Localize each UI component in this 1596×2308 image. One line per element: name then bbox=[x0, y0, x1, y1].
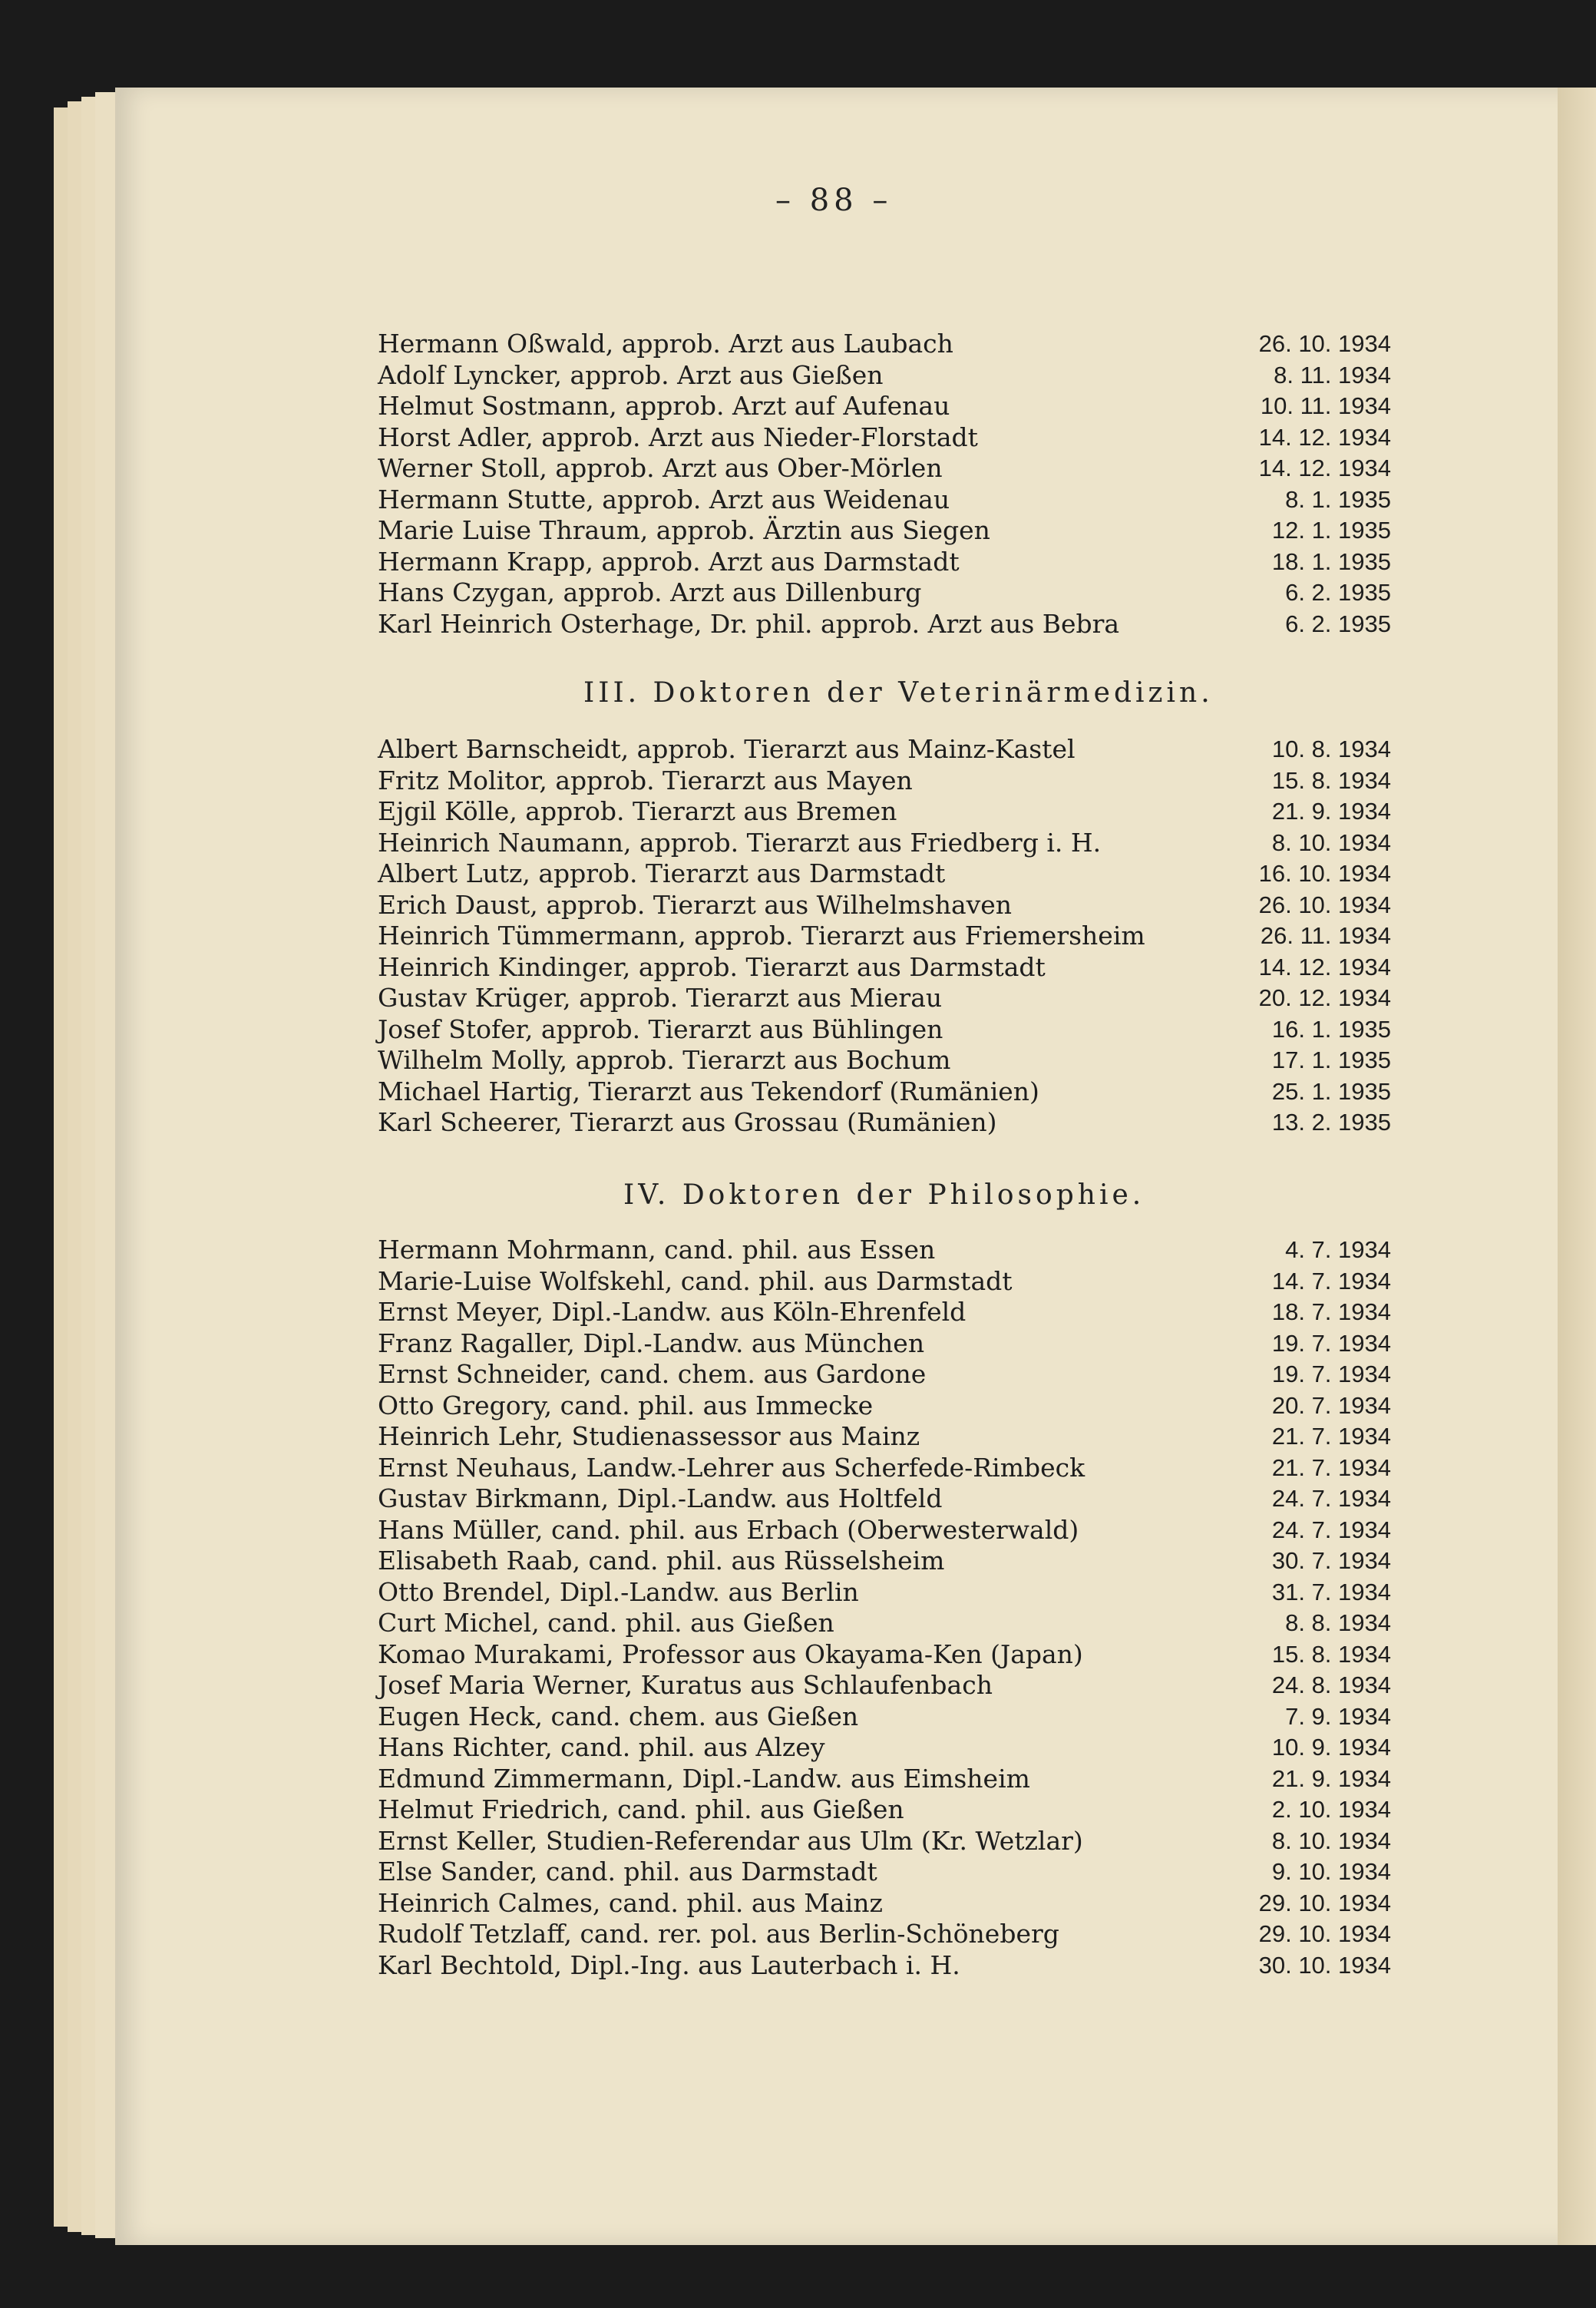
entry-name: Josef Maria Werner, Kuratus aus Schlaufenbach bbox=[378, 1670, 993, 1700]
entry-name: Rudolf Tetzlaff, cand. rer. pol. aus Berlin-Schöneberg bbox=[378, 1919, 1059, 1949]
list-item bbox=[378, 1732, 1391, 1764]
entry-name: Helmut Friedrich, cand. phil. aus Gießen bbox=[378, 1794, 904, 1824]
entry-name: Ernst Keller, Studien-Referendar aus Ulm (Kr. Wetzlar) bbox=[378, 1825, 1083, 1856]
entry-date: 6. 2. 1935 bbox=[1285, 610, 1391, 637]
list-item bbox=[378, 1076, 1391, 1108]
entry-name: Hermann Mohrmann, cand. phil. aus Essen bbox=[378, 1235, 936, 1265]
entry-date: 24. 7. 1934 bbox=[1271, 1485, 1391, 1512]
entry-name: Gustav Birkmann, Dipl.-Landw. aus Holtfeld bbox=[378, 1483, 943, 1513]
entry-name: Erich Daust, approb. Tierarzt aus Wilhelmshaven bbox=[378, 889, 1013, 920]
entry-date: 10. 9. 1934 bbox=[1271, 1734, 1391, 1761]
entry-name: Hans Czygan, approb. Arzt aus Dillenburg bbox=[378, 577, 922, 607]
list-item bbox=[378, 1670, 1391, 1701]
entry-name: Komao Murakami, Professor aus Okayama-Ken (Japan) bbox=[378, 1638, 1083, 1669]
list-item bbox=[378, 1794, 1391, 1826]
list-item bbox=[378, 1328, 1391, 1360]
entry-name: Hermann Oßwald, approb. Arzt aus Laubach bbox=[378, 329, 953, 359]
list-item bbox=[378, 1483, 1391, 1515]
entry-name: Horst Adler, approb. Arzt aus Nieder-Florstadt bbox=[378, 422, 978, 452]
entry-date: 2. 10. 1934 bbox=[1271, 1796, 1391, 1823]
entry-name: Hans Müller, cand. phil. aus Erbach (Oberwesterwald) bbox=[378, 1514, 1079, 1545]
entry-date: 14. 12. 1934 bbox=[1258, 455, 1391, 481]
entry-date: 21. 9. 1934 bbox=[1271, 798, 1391, 825]
entry-name: Otto Brendel, Dipl.-Landw. aus Berlin bbox=[378, 1576, 859, 1607]
list-item bbox=[378, 609, 1391, 640]
list-item bbox=[378, 1421, 1391, 1453]
entry-name: Marie Luise Thraum, approb. Ärztin aus Siegen bbox=[378, 515, 990, 545]
entry-date: 16. 10. 1934 bbox=[1258, 860, 1391, 887]
entry-date: 6. 2. 1935 bbox=[1285, 579, 1391, 606]
entry-date: 21. 7. 1934 bbox=[1271, 1453, 1391, 1481]
entry-name: Albert Lutz, approb. Tierarzt aus Darmstadt bbox=[378, 858, 946, 888]
entry-date: 25. 1. 1935 bbox=[1271, 1077, 1391, 1105]
list-item bbox=[378, 1359, 1391, 1390]
list-item bbox=[378, 391, 1391, 422]
list-item bbox=[378, 1515, 1391, 1546]
entry-name: Hermann Stutte, approb. Arzt aus Weidenau bbox=[378, 484, 950, 514]
entry-date: 17. 1. 1935 bbox=[1271, 1047, 1391, 1073]
list-item bbox=[378, 515, 1391, 547]
entry-date: 14. 12. 1934 bbox=[1258, 423, 1391, 451]
entry-name: Heinrich Kindinger, approb. Tierarzt aus Darmstadt bbox=[378, 951, 1046, 982]
entry-name: Heinrich Naumann, approb. Tierarzt aus Friedberg i. H. bbox=[378, 827, 1102, 858]
list-item bbox=[378, 422, 1391, 454]
entry-date: 21. 7. 1934 bbox=[1271, 1423, 1391, 1450]
entry-name: Ernst Meyer, Dipl.-Landw. aus Köln-Ehrenfeld bbox=[378, 1297, 967, 1327]
list-item bbox=[378, 360, 1391, 392]
entry-name: Fritz Molitor, approb. Tierarzt aus Mayen bbox=[378, 765, 913, 795]
entry-name: Albert Barnscheidt, approb. Tierarzt aus Mainz-Kastel bbox=[378, 734, 1076, 764]
entry-date: 15. 8. 1934 bbox=[1271, 1640, 1391, 1668]
entry-date: 8. 1. 1935 bbox=[1285, 485, 1391, 513]
entry-date: 24. 8. 1934 bbox=[1271, 1671, 1391, 1698]
entry-name: Edmund Zimmermann, Dipl.-Landw. aus Eimsheim bbox=[378, 1763, 1030, 1794]
entry-date: 31. 7. 1934 bbox=[1271, 1578, 1391, 1605]
list-item bbox=[378, 734, 1391, 765]
entry-date: 14. 12. 1934 bbox=[1258, 953, 1391, 980]
list-item bbox=[378, 577, 1391, 609]
entry-name: Otto Gregory, cand. phil. aus Immecke bbox=[378, 1390, 874, 1420]
entry-date: 29. 10. 1934 bbox=[1258, 1920, 1391, 1947]
entry-date: 29. 10. 1934 bbox=[1258, 1889, 1391, 1916]
entry-name: Franz Ragaller, Dipl.-Landw. aus München bbox=[378, 1328, 925, 1358]
list-item bbox=[378, 828, 1391, 859]
entry-name: Ernst Neuhaus, Landw.-Lehrer aus Scherfede-Rimbeck bbox=[378, 1452, 1085, 1483]
list-item bbox=[378, 1764, 1391, 1795]
list-item bbox=[378, 796, 1391, 828]
list-item bbox=[378, 1014, 1391, 1046]
entry-name: Curt Michel, cand. phil. aus Gießen bbox=[378, 1608, 834, 1638]
entry-name: Karl Scheerer, Tierarzt aus Grossau (Rumänien) bbox=[378, 1107, 997, 1137]
entry-date: 10. 8. 1934 bbox=[1271, 736, 1391, 762]
entry-date: 9. 10. 1934 bbox=[1271, 1858, 1391, 1885]
list-item bbox=[378, 1888, 1391, 1919]
entry-date: 12. 1. 1935 bbox=[1271, 517, 1391, 544]
entry-date: 8. 8. 1934 bbox=[1285, 1609, 1391, 1636]
entry-name: Michael Hartig, Tierarzt aus Tekendorf (Rumänien) bbox=[378, 1076, 1039, 1106]
list-item bbox=[378, 1826, 1391, 1857]
entry-date: 16. 1. 1935 bbox=[1271, 1015, 1391, 1043]
entry-date: 8. 10. 1934 bbox=[1271, 828, 1391, 856]
entry-name: Hermann Krapp, approb. Arzt aus Darmstadt bbox=[378, 546, 960, 577]
entry-name: Eugen Heck, cand. chem. aus Gießen bbox=[378, 1701, 859, 1731]
entry-date: 20. 7. 1934 bbox=[1271, 1391, 1391, 1419]
entry-name: Heinrich Tümmermann, approb. Tierarzt aus Friemersheim bbox=[378, 921, 1145, 951]
entry-name: Wilhelm Molly, approb. Tierarzt aus Bochum bbox=[378, 1045, 951, 1075]
list-item bbox=[378, 952, 1391, 984]
list-item bbox=[378, 890, 1391, 921]
list-item bbox=[378, 921, 1391, 952]
entry-name: Josef Stofer, approb. Tierarzt aus Bühlingen bbox=[378, 1013, 943, 1044]
entry-name: Karl Bechtold, Dipl.-Ing. aus Lauterbach i. H. bbox=[378, 1949, 960, 1980]
entry-name: Marie-Luise Wolfskehl, cand. phil. aus Darmstadt bbox=[378, 1265, 1013, 1296]
entry-date: 19. 7. 1934 bbox=[1271, 1329, 1391, 1357]
entry-date: 19. 7. 1934 bbox=[1271, 1361, 1391, 1387]
entry-date: 18. 1. 1935 bbox=[1271, 547, 1391, 575]
list-item bbox=[378, 453, 1391, 484]
entry-name: Helmut Sostmann, approb. Arzt auf Aufenau bbox=[378, 391, 950, 421]
entry-date: 20. 12. 1934 bbox=[1258, 984, 1391, 1011]
entry-date: 26. 10. 1934 bbox=[1258, 330, 1391, 357]
entry-date: 14. 7. 1934 bbox=[1271, 1267, 1391, 1295]
entry-date: 18. 7. 1934 bbox=[1271, 1298, 1391, 1325]
entry-name: Elisabeth Raab, cand. phil. aus Rüsselsheim bbox=[378, 1546, 945, 1576]
list-item bbox=[378, 983, 1391, 1014]
list-item bbox=[378, 1235, 1391, 1266]
list-item bbox=[378, 1950, 1391, 1982]
entry-date: 8. 11. 1934 bbox=[1274, 361, 1391, 389]
list-item bbox=[378, 765, 1391, 797]
list-item bbox=[378, 1577, 1391, 1609]
list-item bbox=[378, 1266, 1391, 1298]
list-item bbox=[378, 1297, 1391, 1328]
list-item bbox=[378, 484, 1391, 516]
entry-date: 21. 9. 1934 bbox=[1271, 1764, 1391, 1792]
list-item bbox=[378, 1701, 1391, 1733]
entry-date: 30. 7. 1934 bbox=[1271, 1547, 1391, 1574]
entry-name: Heinrich Lehr, Studienassessor aus Mainz bbox=[378, 1421, 920, 1451]
entry-date: 26. 11. 1934 bbox=[1260, 922, 1391, 949]
entry-name: Ejgil Kölle, approb. Tierarzt aus Bremen bbox=[378, 796, 897, 826]
entry-list-philosophy bbox=[378, 1235, 1391, 1981]
entry-name: Ernst Schneider, cand. chem. aus Gardone bbox=[378, 1359, 927, 1389]
entry-date: 26. 10. 1934 bbox=[1258, 891, 1391, 918]
entry-date: 15. 8. 1934 bbox=[1271, 766, 1391, 794]
entry-name: Else Sander, cand. phil. aus Darmstadt bbox=[378, 1857, 877, 1886]
entry-name: Adolf Lyncker, approb. Arzt aus Gießen bbox=[378, 359, 884, 390]
entry-name: Karl Heinrich Osterhage, Dr. phil. approb. Arzt aus Bebra bbox=[378, 608, 1120, 639]
list-item bbox=[378, 1390, 1391, 1422]
entry-name: Heinrich Calmes, cand. phil. aus Mainz bbox=[378, 1887, 883, 1918]
entry-date: 13. 2. 1935 bbox=[1271, 1109, 1391, 1136]
entry-date: 24. 7. 1934 bbox=[1271, 1516, 1391, 1543]
entry-list-veterinary bbox=[378, 734, 1391, 1139]
entry-date: 7. 9. 1934 bbox=[1285, 1702, 1391, 1730]
entry-name: Gustav Krüger, approb. Tierarzt aus Mierau bbox=[378, 983, 943, 1013]
list-item bbox=[378, 329, 1391, 360]
entry-date: 10. 11. 1934 bbox=[1260, 392, 1391, 419]
facing-page-strip bbox=[1558, 88, 1596, 2245]
list-item bbox=[378, 858, 1391, 890]
entry-name: Werner Stoll, approb. Arzt aus Ober-Mörlen bbox=[378, 453, 943, 483]
list-item bbox=[378, 1857, 1391, 1888]
entry-list-doctors-of-medicine bbox=[378, 329, 1391, 640]
page-number: – 88 – bbox=[775, 183, 893, 218]
section-heading-veterinary: III. Doktoren der Veterinärmedizin. bbox=[583, 677, 1214, 709]
entry-date: 8. 10. 1934 bbox=[1271, 1827, 1391, 1854]
section-heading-philosophy: IV. Doktoren der Philosophie. bbox=[623, 1179, 1145, 1211]
list-item bbox=[378, 1546, 1391, 1577]
list-item bbox=[378, 1639, 1391, 1671]
list-item bbox=[378, 1107, 1391, 1139]
entry-date: 30. 10. 1934 bbox=[1258, 1951, 1391, 1979]
entry-date: 4. 7. 1934 bbox=[1285, 1236, 1391, 1263]
list-item bbox=[378, 547, 1391, 578]
list-item bbox=[378, 1453, 1391, 1484]
list-item bbox=[378, 1608, 1391, 1639]
list-item bbox=[378, 1919, 1391, 1950]
list-item bbox=[378, 1045, 1391, 1076]
entry-name: Hans Richter, cand. phil. aus Alzey bbox=[378, 1732, 825, 1762]
